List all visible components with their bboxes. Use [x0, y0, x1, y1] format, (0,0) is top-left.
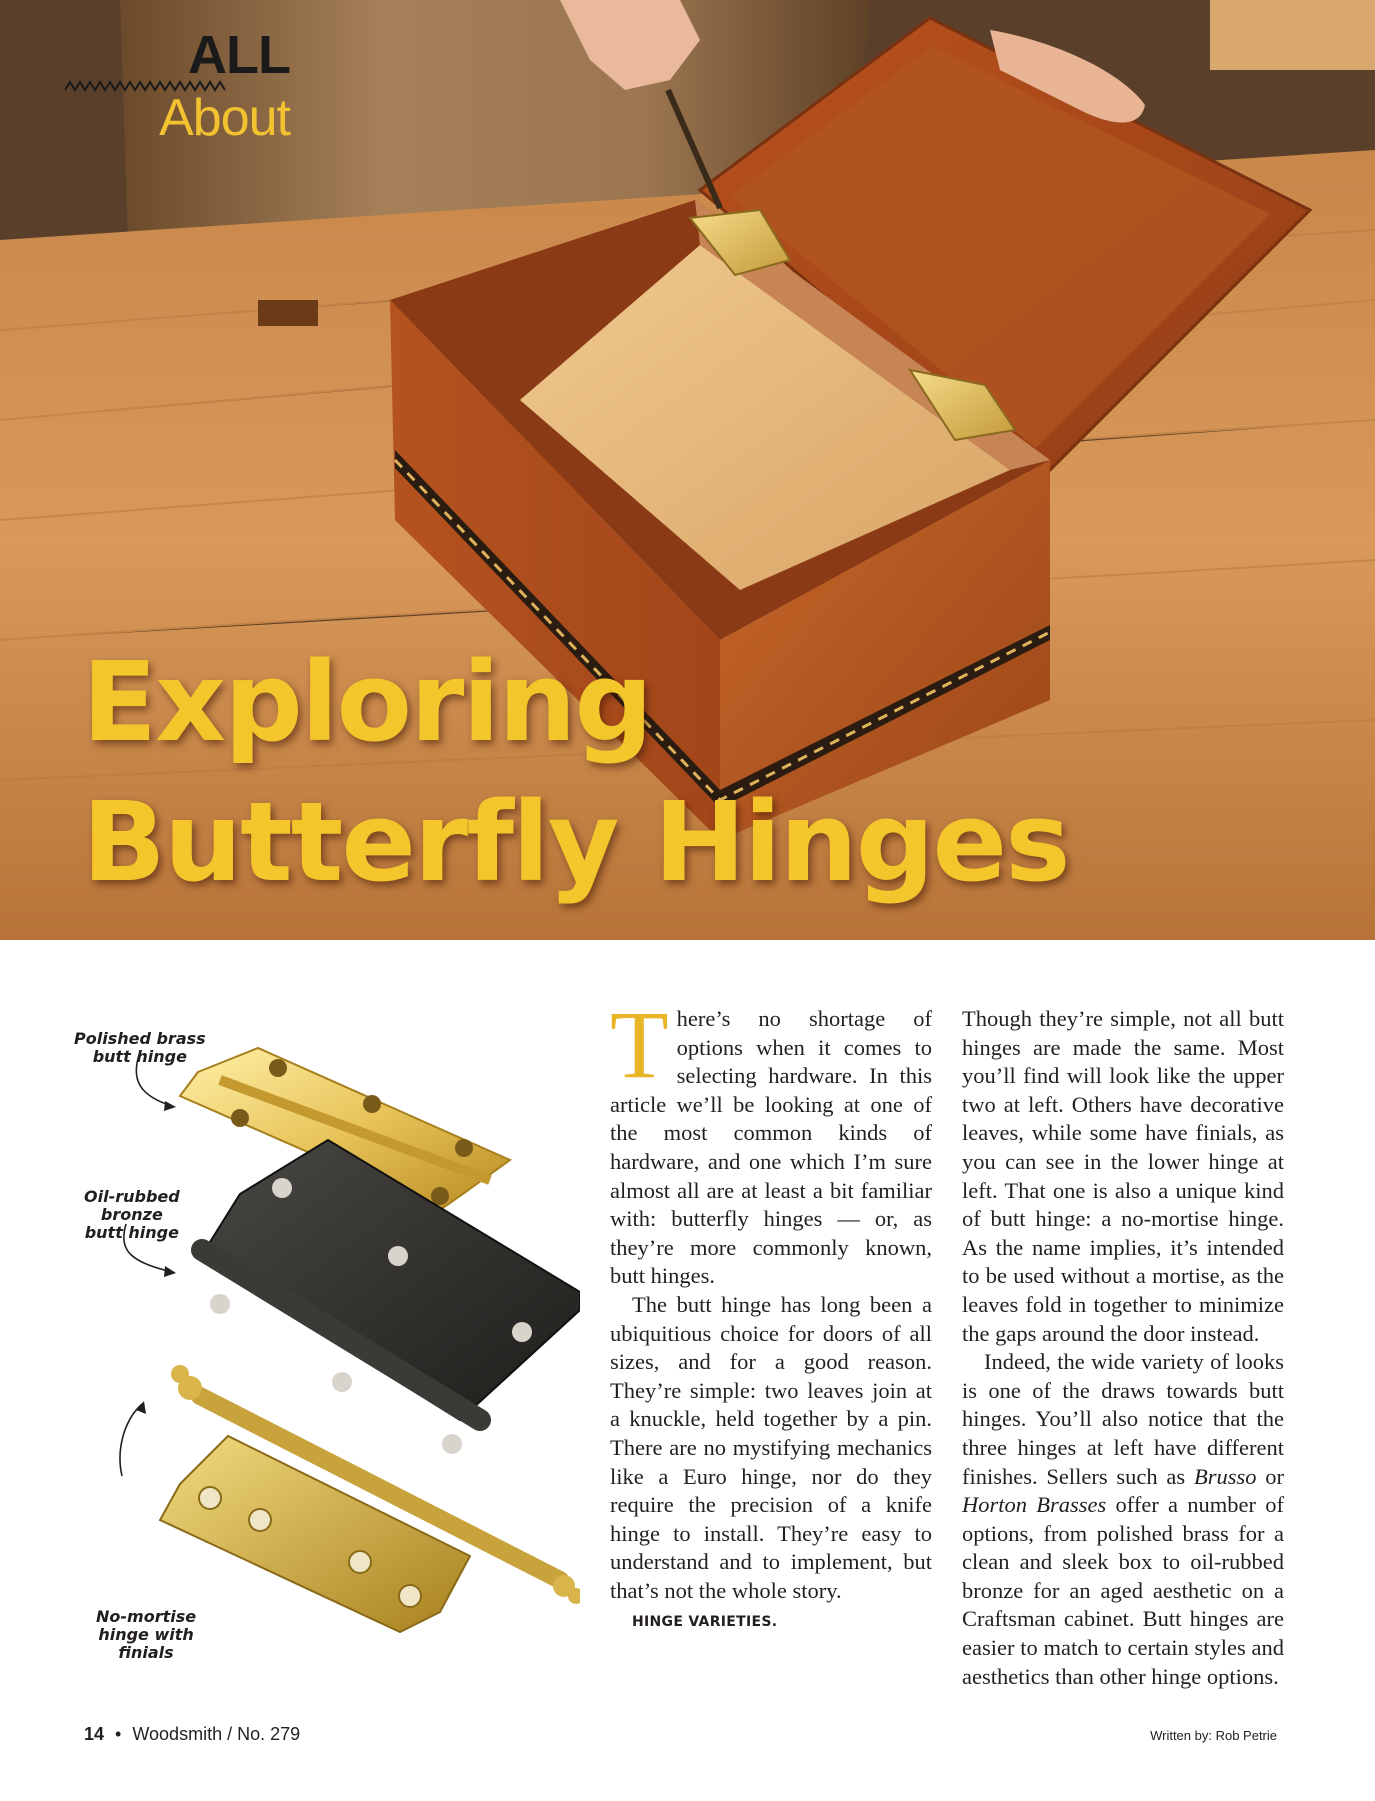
paragraph-4-text-a: Indeed, the wide variety of looks is one of the draws towards butt hinges. You’ll also notice that the three hinges at left have different finishes. Sellers such as	[962, 1349, 1284, 1489]
brand-horton-brasses: Horton Brasses	[962, 1492, 1107, 1518]
label-line: Oil-rubbed	[84, 1187, 180, 1206]
label-no-mortise-hinge-with-finials	[96, 1608, 196, 1662]
article-paragraph-3-continued: Though they’re simple, not all butt hinges are made the same. Most you’ll find will look like the upper two at left. Others have decorative leaves, while some have finials, as you can see in the lower hinge at left. That one is also a unique kind of butt hinge: a no-mortise hinge. As the name implies, it’s intended to be used without a mortise, as the leaves fold in together to minimize the gaps around the door instead.	[962, 1006, 1284, 1346]
three-hinges-illustration	[60, 1000, 580, 1670]
article-column-2	[962, 1005, 1284, 1691]
section-tag-about: About	[159, 89, 290, 147]
hinges-photo	[60, 1000, 580, 1670]
label-line: butt hinge	[84, 1223, 179, 1242]
author-credit: Written by: Rob Petrie	[1150, 1728, 1277, 1743]
hinge-varieties-runin: HINGE VARIETIES.	[632, 1614, 778, 1631]
label-line: No-mortise	[96, 1607, 197, 1626]
article-paragraph-1	[610, 991, 932, 1291]
article-paragraph-3	[610, 1605, 932, 1637]
paragraph-1-text: here’s no shortage of options when it comes to selecting hardware. In this article we’ll be looking at one of the most common kinds of hardware, and one which I’m sure almost all are at least a bit familiar with: butterfly hinges — or, as they’re more commonly known, butt hinges.	[610, 1006, 932, 1289]
article-paragraph-4	[962, 1348, 1284, 1691]
label-line: Polished brass	[74, 1029, 206, 1048]
brand-brusso: Brusso	[1193, 1463, 1257, 1489]
label-polished-brass-butt-hinge	[74, 1030, 206, 1066]
section-tag-all: ALL	[188, 25, 290, 85]
label-oil-rubbed-bronze-butt-hinge	[84, 1188, 180, 1242]
page-number: 14	[84, 1724, 105, 1744]
headline	[82, 632, 1069, 912]
section-tag	[130, 25, 290, 147]
headline-line-1: Exploring	[82, 638, 652, 766]
label-line: bronze	[100, 1205, 163, 1224]
drop-cap: T	[610, 991, 669, 1098]
sawtooth-rule-icon	[0, 80, 290, 92]
label-line: butt hinge	[92, 1047, 187, 1066]
article-column-1	[610, 991, 932, 1637]
article-paragraph-2: The butt hinge has long been a ubiquitious choice for doors of all sizes, and for a good reason. They’re simple: two leaves join at a knuckle, held together by a pin. There are no mystifying mechanics like a Euro hinge, nor do they require the precision of a knife hinge to install. They’re easy to understand and to implement, but that’s not the whole story.	[610, 1291, 932, 1603]
label-line: hinge with	[98, 1625, 194, 1644]
publication-name: Woodsmith / No. 279	[132, 1724, 301, 1744]
footer-bullet: •	[115, 1724, 122, 1744]
paragraph-4-text-c: offer a number of options, from polished brass for a clean and sleek box to oil-rubbed bronze for an aged aesthetic on a Craftsman cabinet. Butt hinges are easier to match to certain styles and aesthetics than other hinge options.	[962, 1492, 1284, 1689]
page-footer	[84, 1724, 300, 1745]
paragraph-4-text-b: or	[1256, 1463, 1285, 1489]
headline-line-2: Butterfly Hinges	[82, 778, 1069, 906]
label-line: finials	[118, 1643, 174, 1662]
